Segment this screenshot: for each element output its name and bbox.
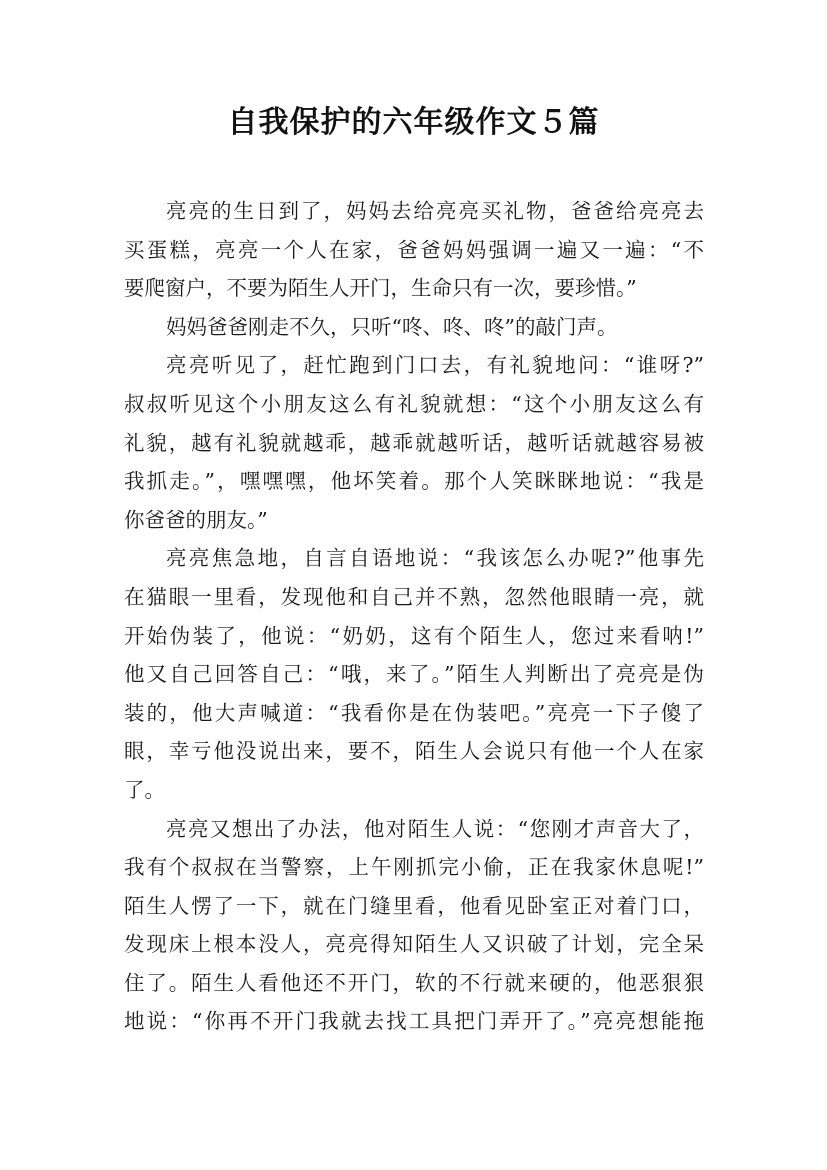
text-line: 陌生人愣了一下，就在门缝里看，他看见卧室正对着门口，	[124, 893, 704, 918]
text-line: 亮亮的生日到了，妈妈去给亮亮买礼物，爸爸给亮亮去	[166, 199, 704, 223]
text-line: 买蛋糕，亮亮一个人在家，爸爸妈妈强调一遍又一遍：“不	[124, 237, 704, 262]
text-line: 地说：“你再不开门我就去找工具把门弄开了。”亮亮想能拖	[124, 1009, 704, 1034]
text-line: 叔叔听见这个小朋友这么有礼貌就想：“这个小朋友这么有	[124, 391, 704, 416]
text-line: 发现床上根本没人，亮亮得知陌生人又识破了计划，完全呆	[124, 932, 704, 957]
text-line: 开始伪装了，他说：“奶奶，这有个陌生人，您过来看呐!”	[124, 623, 704, 648]
document-title: 自我保护的六年级作文５篇	[227, 105, 600, 140]
text-line: 你爸爸的朋友。”	[124, 507, 268, 532]
text-line: 我抓走。”，嘿嘿嘿，他坏笑着。那个人笑眯眯地说：“我是	[124, 469, 704, 494]
text-line: 了。	[124, 777, 165, 802]
text-line: 装的，他大声喊道：“我看你是在伪装吧。”亮亮一下子傻了	[124, 700, 704, 725]
text-line: 礼貌，越有礼貌就越乖，越乖就越听话，越听话就越容易被	[124, 430, 704, 455]
text-line: 眼，幸亏他没说出来，要不，陌生人会说只有他一个人在家	[124, 739, 704, 764]
document-body	[124, 192, 704, 1041]
text-line: 在猫眼一里看，发现他和自己并不熟，忽然他眼睛一亮，就	[124, 584, 704, 609]
text-line: 要爬窗户，不要为陌生人开门，生命只有一次，要珍惜。”	[124, 276, 637, 301]
text-line: 亮亮焦急地，自言自语地说：“我该怎么办呢?”他事先	[166, 546, 704, 571]
text-line: 我有个叔叔在当警察，上午刚抓完小偷，正在我家休息呢!”	[124, 855, 704, 880]
text-line: 亮亮又想出了办法，他对陌生人说：“您刚才声音大了，	[166, 816, 704, 841]
text-line: 住了。陌生人看他还不开门，软的不行就来硬的，他恶狠狠	[124, 970, 704, 995]
text-line: 他又自己回答自己：“哦，来了。”陌生人判断出了亮亮是伪	[124, 662, 704, 687]
text-line: 亮亮听见了，赶忙跑到门口去，有礼貌地问：“谁呀?”	[166, 353, 704, 378]
text-line: 妈妈爸爸刚走不久，只听“咚、咚、咚”的敲门声。	[166, 314, 618, 339]
